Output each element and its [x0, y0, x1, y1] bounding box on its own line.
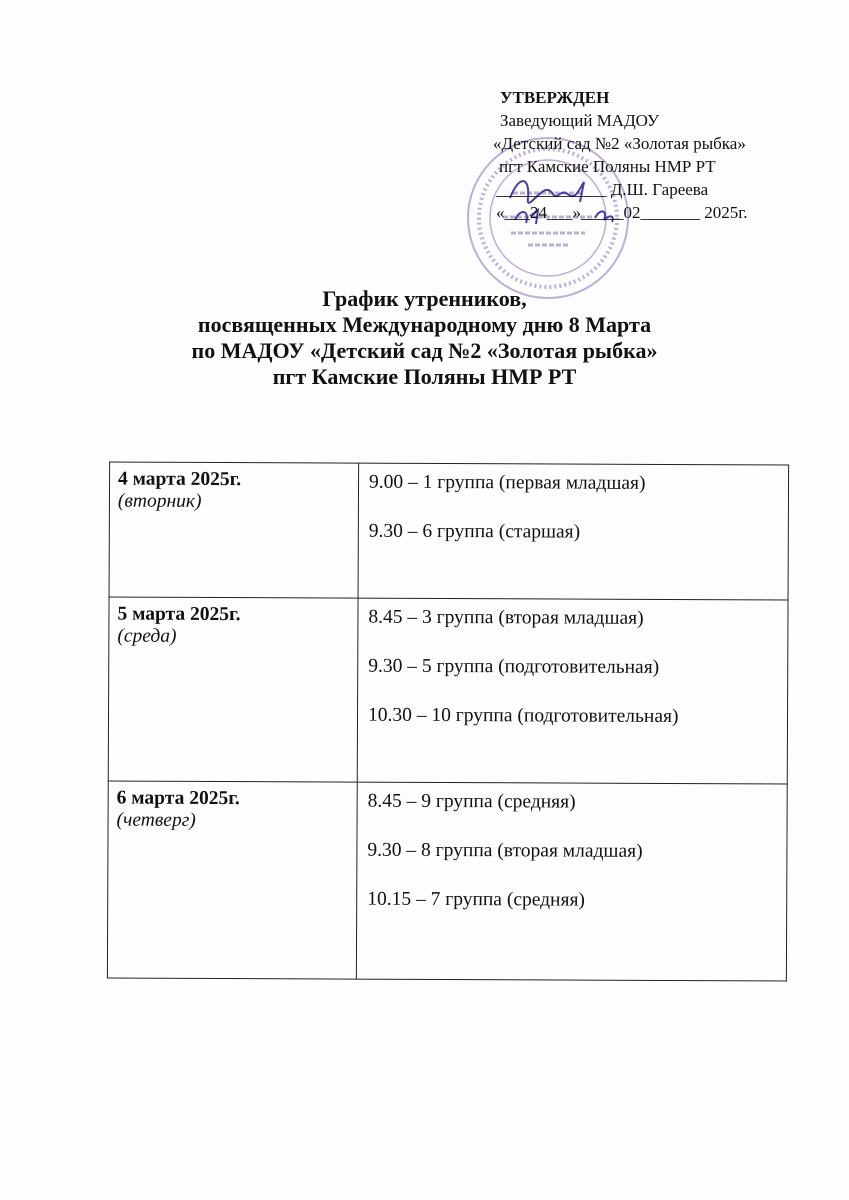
approval-date-line: «___24___»_____02_______ 2025г.	[496, 203, 748, 222]
event-item: 9.30 – 6 группа (старшая)	[368, 520, 581, 543]
title-line: График утренников,	[322, 286, 527, 311]
event-item: 9.00 – 1 группа (первая младшая)	[368, 471, 646, 494]
event-item: 8.45 – 9 группа (средняя)	[367, 790, 576, 813]
title-line: посвященных Международному дню 8 Марта	[197, 312, 652, 337]
weekday: (вторник)	[117, 490, 202, 512]
event-item: 10.15 – 7 группа (средняя)	[367, 888, 586, 911]
date: 4 марта 2025г.	[118, 468, 242, 491]
approval-locality: пгт Камские Поляны НМР РТ	[499, 157, 716, 176]
date: 5 марта 2025г.	[117, 603, 241, 626]
document-title	[0, 286, 849, 390]
event-item: 8.45 – 3 группа (вторая младшая)	[368, 606, 644, 629]
title-line: пгт Камские Поляны НМР РТ	[272, 364, 577, 389]
events-cell	[357, 598, 788, 784]
event-item: 9.30 – 5 группа (подготовительная)	[368, 655, 660, 678]
table-row	[109, 462, 789, 600]
title-line: по МАДОУ «Детский сад №2 «Золотая рыбка»	[191, 338, 658, 363]
day-cell	[108, 597, 358, 782]
approval-block	[493, 86, 748, 224]
events-cell	[358, 463, 789, 600]
approval-org: «Детский сад №2 «Золотая рыбка»	[493, 134, 746, 153]
weekday: (четверг)	[116, 809, 196, 831]
date: 6 марта 2025г.	[116, 787, 240, 810]
table-row	[107, 781, 787, 981]
weekday: (среда)	[117, 625, 177, 647]
approval-signature-line: _____________ Д.Ш. Гареева	[496, 180, 709, 199]
day-cell	[107, 781, 357, 979]
events-cell	[356, 782, 787, 981]
day-cell	[109, 462, 359, 598]
event-item: 10.30 – 10 группа (подготовительная)	[367, 704, 679, 728]
schedule-table	[107, 462, 789, 982]
approval-position: Заведующий МАДОУ	[500, 111, 660, 130]
table-row	[108, 597, 788, 784]
event-item: 9.30 – 8 группа (вторая младшая)	[367, 839, 643, 862]
approval-heading: УТВЕРЖДЕН	[500, 88, 610, 107]
